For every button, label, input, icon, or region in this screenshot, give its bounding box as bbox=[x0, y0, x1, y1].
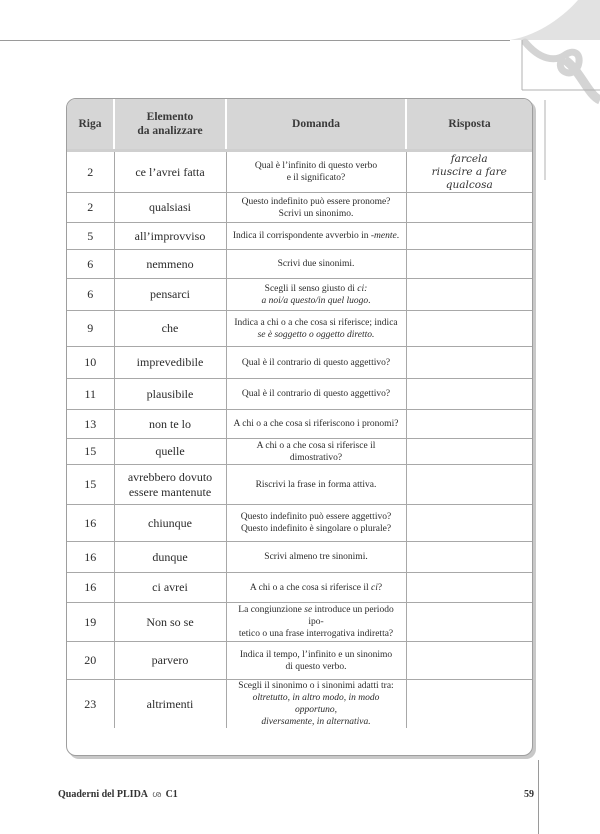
elemento-cell bbox=[114, 193, 226, 223]
domanda-cell bbox=[226, 250, 406, 279]
domanda-cell bbox=[226, 410, 406, 439]
domanda-line bbox=[231, 649, 402, 661]
risposta-cell bbox=[406, 379, 532, 410]
risposta-handwritten-line: farcela bbox=[450, 152, 488, 165]
riga-cell: 11 bbox=[67, 379, 114, 410]
risposta-cell bbox=[406, 680, 532, 729]
domanda-text: . bbox=[396, 231, 400, 241]
domanda-text: Indica il tempo, l’infinito e un sinonimo bbox=[239, 649, 393, 660]
domanda-italic-text: se bbox=[304, 605, 313, 615]
domanda-cell bbox=[226, 542, 406, 573]
risposta-handwritten-line: riuscire a fare qualcosa bbox=[431, 165, 507, 191]
riga-cell: 2 bbox=[67, 193, 114, 223]
domanda-italic-text: -mente bbox=[370, 231, 397, 241]
risposta-cell bbox=[406, 573, 532, 603]
domanda-cell bbox=[226, 680, 406, 729]
elemento-cell bbox=[114, 642, 226, 680]
elemento-cell bbox=[114, 603, 226, 642]
table-row bbox=[67, 542, 532, 573]
riga-cell: 16 bbox=[67, 573, 114, 603]
risposta-cell bbox=[406, 347, 532, 379]
elemento-line: nemmeno bbox=[146, 256, 194, 271]
riga-cell: 19 bbox=[67, 603, 114, 642]
domanda-text: e il significato? bbox=[286, 173, 346, 183]
domanda-cell bbox=[226, 347, 406, 379]
riga-cell: 13 bbox=[67, 410, 114, 439]
header-elemento-line: da analizzare bbox=[137, 125, 203, 137]
margin-rule bbox=[538, 760, 539, 834]
domanda-line bbox=[231, 716, 402, 728]
header-domanda: Domanda bbox=[226, 99, 406, 151]
elemento-line: dunque bbox=[152, 549, 188, 564]
riga-cell: 15 bbox=[67, 465, 114, 505]
domanda-text: Questo indefinito è singolare o plurale? bbox=[240, 524, 392, 534]
domanda-cell bbox=[226, 465, 406, 505]
elemento-cell bbox=[114, 347, 226, 379]
riga-cell: 5 bbox=[67, 223, 114, 250]
risposta-cell bbox=[406, 542, 532, 573]
domanda-line bbox=[231, 551, 402, 563]
table-row bbox=[67, 250, 532, 279]
table-row bbox=[67, 223, 532, 250]
domanda-text: A chi o a che cosa si riferisce il dimostrativo? bbox=[256, 440, 376, 463]
elemento-line: Non so se bbox=[146, 614, 194, 629]
domanda-italic-text: oltretutto, in altro modo, in modo opportuno, bbox=[252, 693, 380, 715]
riga-cell: 6 bbox=[67, 250, 114, 279]
domanda-line bbox=[231, 479, 402, 491]
domanda-line bbox=[231, 523, 402, 535]
domanda-italic-text: a noi/a questo/in quel luogo bbox=[261, 295, 369, 306]
domanda-italic-text: ci: bbox=[357, 283, 368, 294]
table-row bbox=[67, 410, 532, 439]
table-row bbox=[67, 573, 532, 603]
risposta-cell bbox=[406, 250, 532, 279]
domanda-cell bbox=[226, 379, 406, 410]
analysis-table-panel bbox=[66, 98, 533, 756]
analysis-table bbox=[67, 99, 532, 728]
riga-cell: 16 bbox=[67, 505, 114, 542]
riga-cell: 23 bbox=[67, 680, 114, 729]
domanda-line bbox=[231, 160, 402, 172]
risposta-cell bbox=[406, 311, 532, 347]
header-risposta: Risposta bbox=[406, 99, 532, 151]
domanda-line bbox=[231, 329, 402, 341]
elemento-cell bbox=[114, 439, 226, 465]
domanda-line bbox=[231, 692, 402, 716]
elemento-line: essere mantenute bbox=[128, 484, 212, 499]
domanda-cell bbox=[226, 193, 406, 223]
header-elemento bbox=[114, 99, 226, 151]
domanda-text: . bbox=[368, 295, 371, 306]
elemento-line: non te lo bbox=[149, 416, 191, 431]
domanda-line bbox=[231, 440, 402, 464]
table-row bbox=[67, 603, 532, 642]
domanda-text: Indica a chi o a che cosa si riferisce; indica bbox=[234, 317, 398, 328]
risposta-cell bbox=[406, 223, 532, 250]
domanda-text: Scrivi un sinonimo. bbox=[278, 208, 354, 219]
domanda-cell bbox=[226, 603, 406, 642]
domanda-line bbox=[231, 283, 402, 295]
footer-publication bbox=[58, 789, 178, 800]
risposta-cell bbox=[406, 410, 532, 439]
table-row bbox=[67, 465, 532, 505]
domanda-text: Questo indefinito può essere pronome? bbox=[241, 196, 391, 207]
elemento-cell bbox=[114, 379, 226, 410]
riga-cell: 2 bbox=[67, 151, 114, 193]
domanda-text: Riscrivi la frase in forma attiva. bbox=[255, 479, 377, 490]
domanda-cell bbox=[226, 439, 406, 465]
risposta-cell bbox=[406, 193, 532, 223]
domanda-line bbox=[231, 357, 402, 369]
header-rule bbox=[0, 40, 510, 41]
risposta-cell bbox=[406, 603, 532, 642]
domanda-text: Indica il corrispondente avverbio in bbox=[232, 231, 371, 241]
domanda-cell bbox=[226, 642, 406, 680]
domanda-text: La congiunzione bbox=[238, 605, 305, 615]
elemento-cell bbox=[114, 223, 226, 250]
domanda-text: Qual è il contrario di questo aggettivo? bbox=[241, 357, 391, 368]
domanda-line bbox=[231, 582, 402, 594]
elemento-line: quelle bbox=[155, 444, 185, 458]
elemento-line: parvero bbox=[151, 653, 189, 667]
domanda-text: Scegli il senso giusto di bbox=[264, 283, 358, 294]
table-row bbox=[67, 193, 532, 223]
domanda-text: Questo indefinito può essere aggettivo? bbox=[240, 512, 392, 522]
publication-title: Quaderni del PLIDA bbox=[58, 789, 148, 800]
domanda-line bbox=[231, 661, 402, 673]
risposta-cell bbox=[406, 439, 532, 465]
table-header-row bbox=[67, 99, 532, 151]
elemento-cell bbox=[114, 250, 226, 279]
domanda-line bbox=[231, 230, 402, 242]
elemento-cell bbox=[114, 410, 226, 439]
riga-cell: 20 bbox=[67, 642, 114, 680]
risposta-cell bbox=[406, 151, 532, 193]
domanda-line bbox=[231, 295, 402, 307]
table-row bbox=[67, 311, 532, 347]
elemento-cell bbox=[114, 680, 226, 729]
table-row bbox=[67, 347, 532, 379]
domanda-line bbox=[231, 388, 402, 400]
table-row bbox=[67, 279, 532, 311]
domanda-line bbox=[231, 258, 402, 270]
domanda-cell bbox=[226, 505, 406, 542]
domanda-italic-text: diversamente, in alternativa. bbox=[261, 717, 371, 727]
risposta-cell bbox=[406, 279, 532, 311]
risposta-cell bbox=[406, 642, 532, 680]
domanda-cell bbox=[226, 279, 406, 311]
header-riga: Riga bbox=[67, 99, 114, 151]
elemento-line: chiunque bbox=[148, 515, 192, 530]
elemento-line: ci avrei bbox=[152, 580, 188, 594]
domanda-line bbox=[231, 680, 402, 692]
elemento-line: ce l’avrei fatta bbox=[135, 164, 205, 179]
elemento-line: all’improvviso bbox=[134, 228, 206, 243]
elemento-line: pensarci bbox=[150, 287, 190, 301]
elemento-line: avrebbero dovuto bbox=[127, 469, 213, 484]
table-row bbox=[67, 680, 532, 729]
domanda-text: introduce un periodo ipo- bbox=[308, 605, 394, 627]
domanda-text: Scegli il sinonimo o i sinonimi adatti tra: bbox=[238, 681, 394, 691]
elemento-line: altrimenti bbox=[146, 696, 194, 711]
domanda-line bbox=[231, 172, 402, 184]
domanda-italic-text: ci bbox=[371, 582, 378, 593]
domanda-text: Scrivi due sinonimi. bbox=[277, 259, 355, 269]
domanda-text: ? bbox=[377, 582, 383, 593]
domanda-line bbox=[231, 196, 402, 208]
domanda-line bbox=[231, 208, 402, 220]
domanda-text: di questo verbo. bbox=[285, 661, 347, 672]
level-label: C1 bbox=[165, 789, 178, 800]
separator-ornament-icon: ശ bbox=[151, 789, 162, 799]
riga-cell: 10 bbox=[67, 347, 114, 379]
table-row bbox=[67, 379, 532, 410]
elemento-line: qualsiasi bbox=[149, 200, 191, 214]
domanda-cell bbox=[226, 573, 406, 603]
elemento-cell bbox=[114, 279, 226, 311]
domanda-text: Qual è l’infinito di questo verbo bbox=[254, 161, 378, 171]
risposta-cell bbox=[406, 505, 532, 542]
domanda-cell bbox=[226, 151, 406, 193]
riga-cell: 6 bbox=[67, 279, 114, 311]
domanda-text: A chi o a che cosa si riferiscono i pronomi? bbox=[233, 419, 399, 429]
riga-cell: 15 bbox=[67, 439, 114, 465]
domanda-cell bbox=[226, 311, 406, 347]
elemento-cell bbox=[114, 542, 226, 573]
risposta-cell bbox=[406, 465, 532, 505]
elemento-cell bbox=[114, 465, 226, 505]
domanda-line bbox=[231, 317, 402, 329]
elemento-cell bbox=[114, 505, 226, 542]
domanda-text: Qual è il contrario di questo aggettivo? bbox=[241, 389, 391, 399]
table-row bbox=[67, 505, 532, 542]
riga-cell: 9 bbox=[67, 311, 114, 347]
domanda-cell bbox=[226, 223, 406, 250]
elemento-line: plausibile bbox=[146, 386, 194, 401]
domanda-line bbox=[231, 511, 402, 523]
table-row bbox=[67, 439, 532, 465]
riga-cell: 16 bbox=[67, 542, 114, 573]
page-number: 59 bbox=[524, 789, 534, 800]
domanda-text: A chi o a che cosa si riferisce il bbox=[249, 582, 371, 593]
table-row bbox=[67, 151, 532, 193]
elemento-cell bbox=[114, 151, 226, 193]
elemento-cell bbox=[114, 311, 226, 347]
domanda-line bbox=[231, 628, 402, 640]
elemento-cell bbox=[114, 573, 226, 603]
domanda-text: Scrivi almeno tre sinonimi. bbox=[264, 552, 368, 562]
header-elemento-line: Elemento bbox=[146, 111, 194, 123]
domanda-line bbox=[231, 604, 402, 628]
table-row bbox=[67, 642, 532, 680]
elemento-line: imprevedibile bbox=[136, 355, 204, 369]
domanda-text: tetico o una frase interrogativa indiretta? bbox=[238, 629, 394, 639]
domanda-line bbox=[231, 418, 402, 430]
elemento-line: che bbox=[161, 321, 179, 335]
domanda-italic-text: se è soggetto o oggetto diretto. bbox=[257, 329, 375, 340]
